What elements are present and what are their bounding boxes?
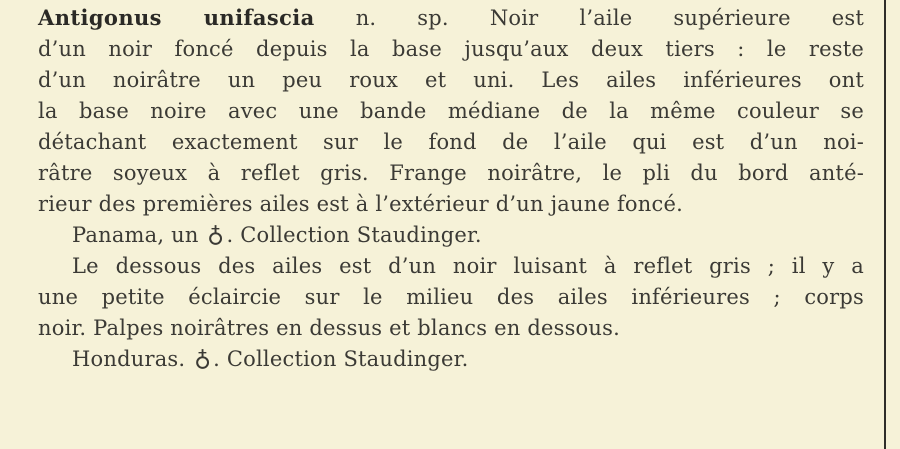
text-segment: une petite éclaircie sur le milieu des ailes inférieures ; corps: [38, 285, 864, 309]
text-line: [38, 313, 864, 344]
text-line: [38, 127, 864, 158]
text-line: [38, 189, 864, 220]
text-segment: détachant exactement sur le fond de l’aile qui est d’un noi-: [38, 130, 864, 154]
species-description-text: [38, 2, 864, 375]
text-segment: râtre soyeux à reflet gris. Frange noirâtre, le pli du bord anté-: [38, 161, 864, 185]
text-line: [38, 282, 864, 313]
text-segment: la base noire avec une bande médiane de la même couleur se: [38, 99, 864, 123]
text-line: [38, 344, 864, 375]
page-edge-line: [884, 0, 886, 449]
text-line: [38, 34, 864, 65]
species-name: Antigonus unifascia: [38, 5, 315, 30]
text-line: [38, 251, 864, 282]
text-segment: Panama, un: [72, 223, 206, 247]
text-segment: Le dessous des ailes est d’un noir luisant à reflet gris ; il y a: [72, 254, 864, 278]
text-segment: n. sp. Noir l’aile supérieure est: [314, 6, 864, 30]
text-line: [38, 96, 864, 127]
sex-symbol-icon: ♀: [207, 222, 225, 248]
text-line: [38, 158, 864, 189]
text-segment: rieur des premières ailes est à l’extérieur d’un jaune foncé.: [38, 192, 683, 216]
text-line: [38, 220, 864, 251]
text-segment: . Collection Staudinger.: [226, 223, 482, 247]
text-line: [38, 2, 864, 34]
text-segment: noir. Palpes noirâtres en dessus et blancs en dessous.: [38, 316, 620, 340]
text-line: [38, 65, 864, 96]
sex-symbol-icon: ♀: [194, 346, 212, 372]
text-segment: Honduras.: [72, 347, 193, 371]
text-segment: . Collection Staudinger.: [213, 347, 469, 371]
text-segment: d’un noirâtre un peu roux et uni. Les ailes inférieures ont: [38, 68, 864, 92]
text-segment: d’un noir foncé depuis la base jusqu’aux deux tiers : le reste: [38, 37, 864, 61]
